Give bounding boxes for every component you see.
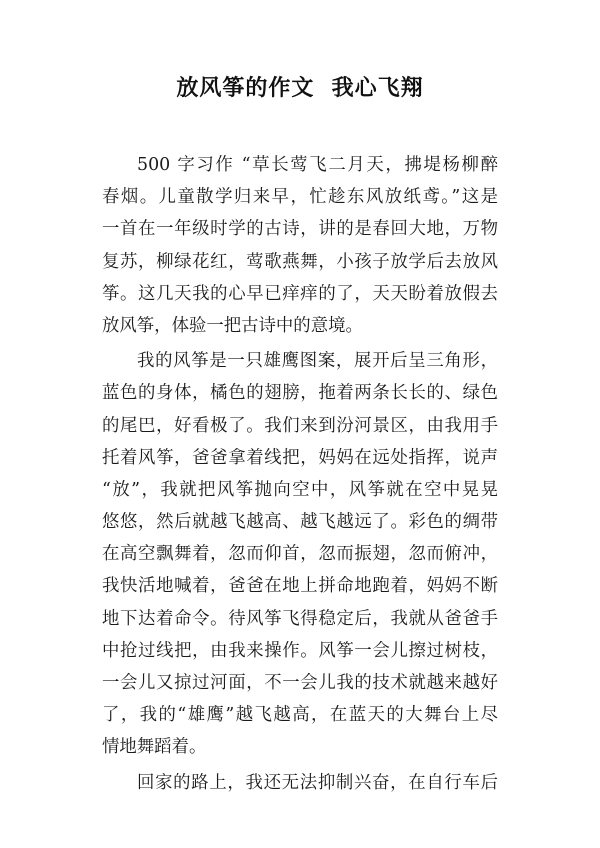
text-line: 复苏，柳绿花红，莺歌燕舞，小孩子放学后去放风: [102, 251, 498, 272]
text-line: 情地舞蹈着。: [102, 737, 207, 758]
text-line: 托着风筝，爸爸拿着线把，妈妈在远处指挥，说声: [102, 447, 498, 468]
text-line: “放”，我就把风筝抛向空中，风筝就在空中晃晃: [102, 479, 498, 500]
paragraph-1: [102, 149, 498, 342]
text-line: 回家的路上，我还无法抑制兴奋，在自行车后: [137, 772, 498, 793]
text-line: 春烟。儿童散学归来早，忙趁东风放纸鸢。”这是: [102, 187, 498, 208]
paragraph-3: [102, 767, 498, 799]
text-line: 我快活地喊着，爸爸在地上拼命地跑着，妈妈不断: [102, 576, 498, 597]
text-line: 一首在一年级时学的古诗，讲的是春回大地，万物: [102, 219, 498, 240]
text-line: 500 字习作 “草长莺飞二月天，拂堤杨柳醉: [137, 155, 498, 175]
text-line: 中抢过线把，由我来操作。风筝一会儿擦过树枝，: [102, 640, 498, 661]
text-line: 放风筝，体验一把古诗中的意境。: [102, 315, 363, 336]
paragraph-2: [102, 345, 498, 763]
text-line: 我的风筝是一只雄鹰图案，展开后呈三角形，: [137, 351, 498, 372]
text-line: 在高空飘舞着，忽而仰首，忽而振翅，忽而俯冲，: [102, 544, 498, 565]
text-line: 蓝色的身体，橘色的翅膀，拖着两条长长的、绿色: [102, 383, 498, 404]
text-line: 悠悠，然后就越飞越高、越飞越远了。彩色的绸带: [102, 512, 498, 533]
text-line: 了，我的“雄鹰”越飞越高，在蓝天的大舞台上尽: [102, 705, 498, 726]
text-line: 一会儿又掠过河面，不一会儿我的技术就越来越好: [102, 673, 498, 693]
text-line: 地下达着命令。待风筝飞得稳定后，我就从爸爸手: [102, 608, 498, 629]
essay-body: [102, 149, 498, 799]
text-line: 的尾巴，好看极了。我们来到汾河景区，由我用手: [102, 415, 498, 436]
document-title: 放风筝的作文 我心飞翔: [176, 76, 424, 101]
text-line: 筝。这几天我的心早已痒痒的了，天天盼着放假去: [102, 283, 498, 304]
